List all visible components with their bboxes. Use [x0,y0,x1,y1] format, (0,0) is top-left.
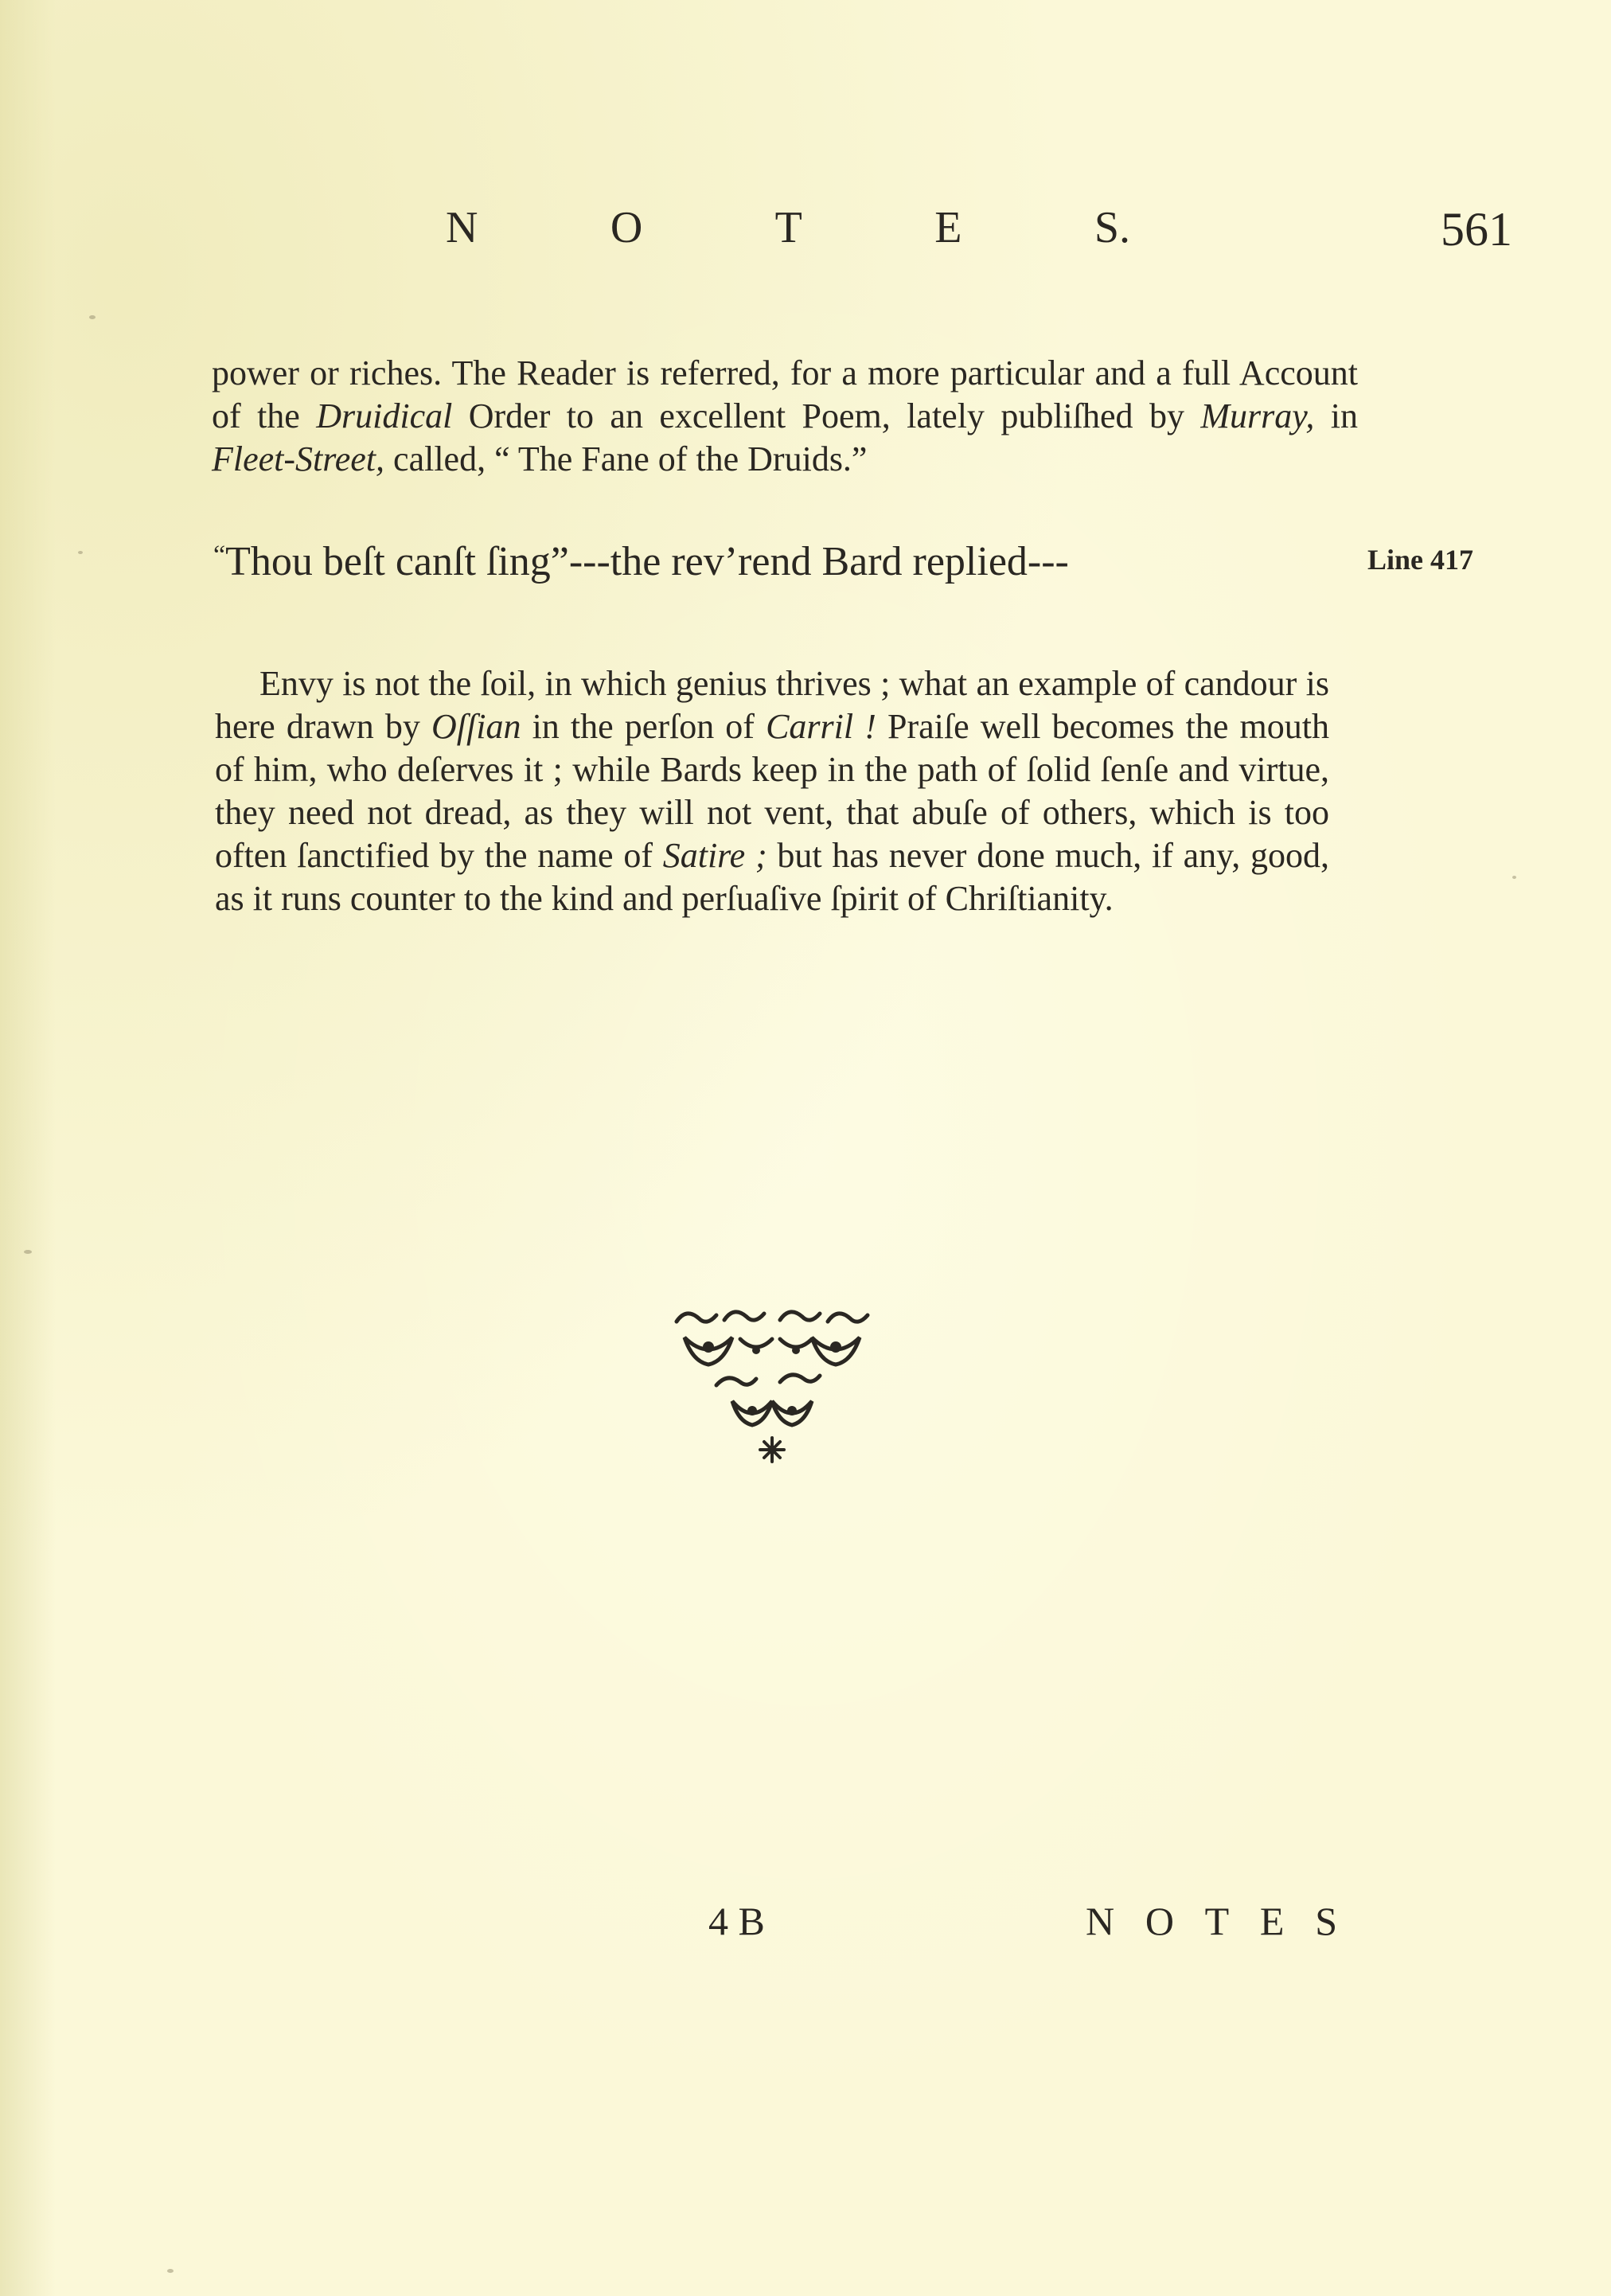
note-text: power or riches. The Reader is referred, for a more particular and a full Account of the [212,353,1358,435]
note-text: but has never done much, if any, good, as it runs counter to the kind and perſuaſive ſpirit of Chriſtianity. [215,836,1330,918]
catchword-letter: T [1204,1899,1230,1943]
page-number: 561 [1441,203,1512,256]
note-text: in [1314,396,1358,435]
note-italic: Murray, [1200,396,1315,435]
running-head-letter: T [774,203,802,252]
note-italic: Druidical [316,396,453,435]
note-text: called, “ The Fane of the Druids.” [384,439,868,478]
line-reference: Line 417 [1367,544,1474,576]
note-italic: Oſſian [431,707,521,746]
running-head-letter: O [610,203,643,252]
running-head-letter: N [446,203,478,252]
opening-quote-mark: “ [213,541,226,570]
paper-speck [78,551,83,554]
paper-speck [1512,876,1516,879]
running-head [446,205,1130,250]
catchword-letter: N [1086,1899,1115,1943]
catchword-letter: S [1315,1899,1337,1943]
note-text: Order to an excellent Poem, lately publiſhed by [452,396,1201,435]
paper-speck [24,1250,32,1254]
note-italic: Carril ! [766,707,876,746]
verse-quotation [213,532,1069,586]
verse-text: Thou beſt canſt ſing”---the rev’rend Bard replied--- [225,539,1069,584]
note-text: Envy is not the ſoil, in which genius thrives ; what an example of candour is here drawn by [215,664,1329,746]
note-text: in the perſon of [521,707,766,746]
running-head-letter: S. [1094,203,1130,252]
catchword-letter: E [1259,1899,1285,1943]
note-italic: Satire ; [662,836,767,875]
catchword [1086,1901,1337,1941]
catchword-letter: O [1145,1899,1174,1943]
note-paragraph-druids [212,352,1358,481]
fleuron-ornament-icon [661,1298,884,1465]
note-paragraph-envy [215,662,1329,920]
note-italic: Fleet-Street, [212,439,385,478]
running-head-letter: E [934,203,962,252]
signature-mark: 4 B [708,1899,765,1943]
paper-speck [167,2269,174,2273]
note-text: Praiſe well becomes the mouth of him, who deſerves it ; while Bards keep in the path of ſolid ſenſe and virtue, they need not dread, as they will not vent, that abuſe of others, which is too often ſanctified by the name of [215,707,1329,875]
paper-speck [89,315,96,319]
